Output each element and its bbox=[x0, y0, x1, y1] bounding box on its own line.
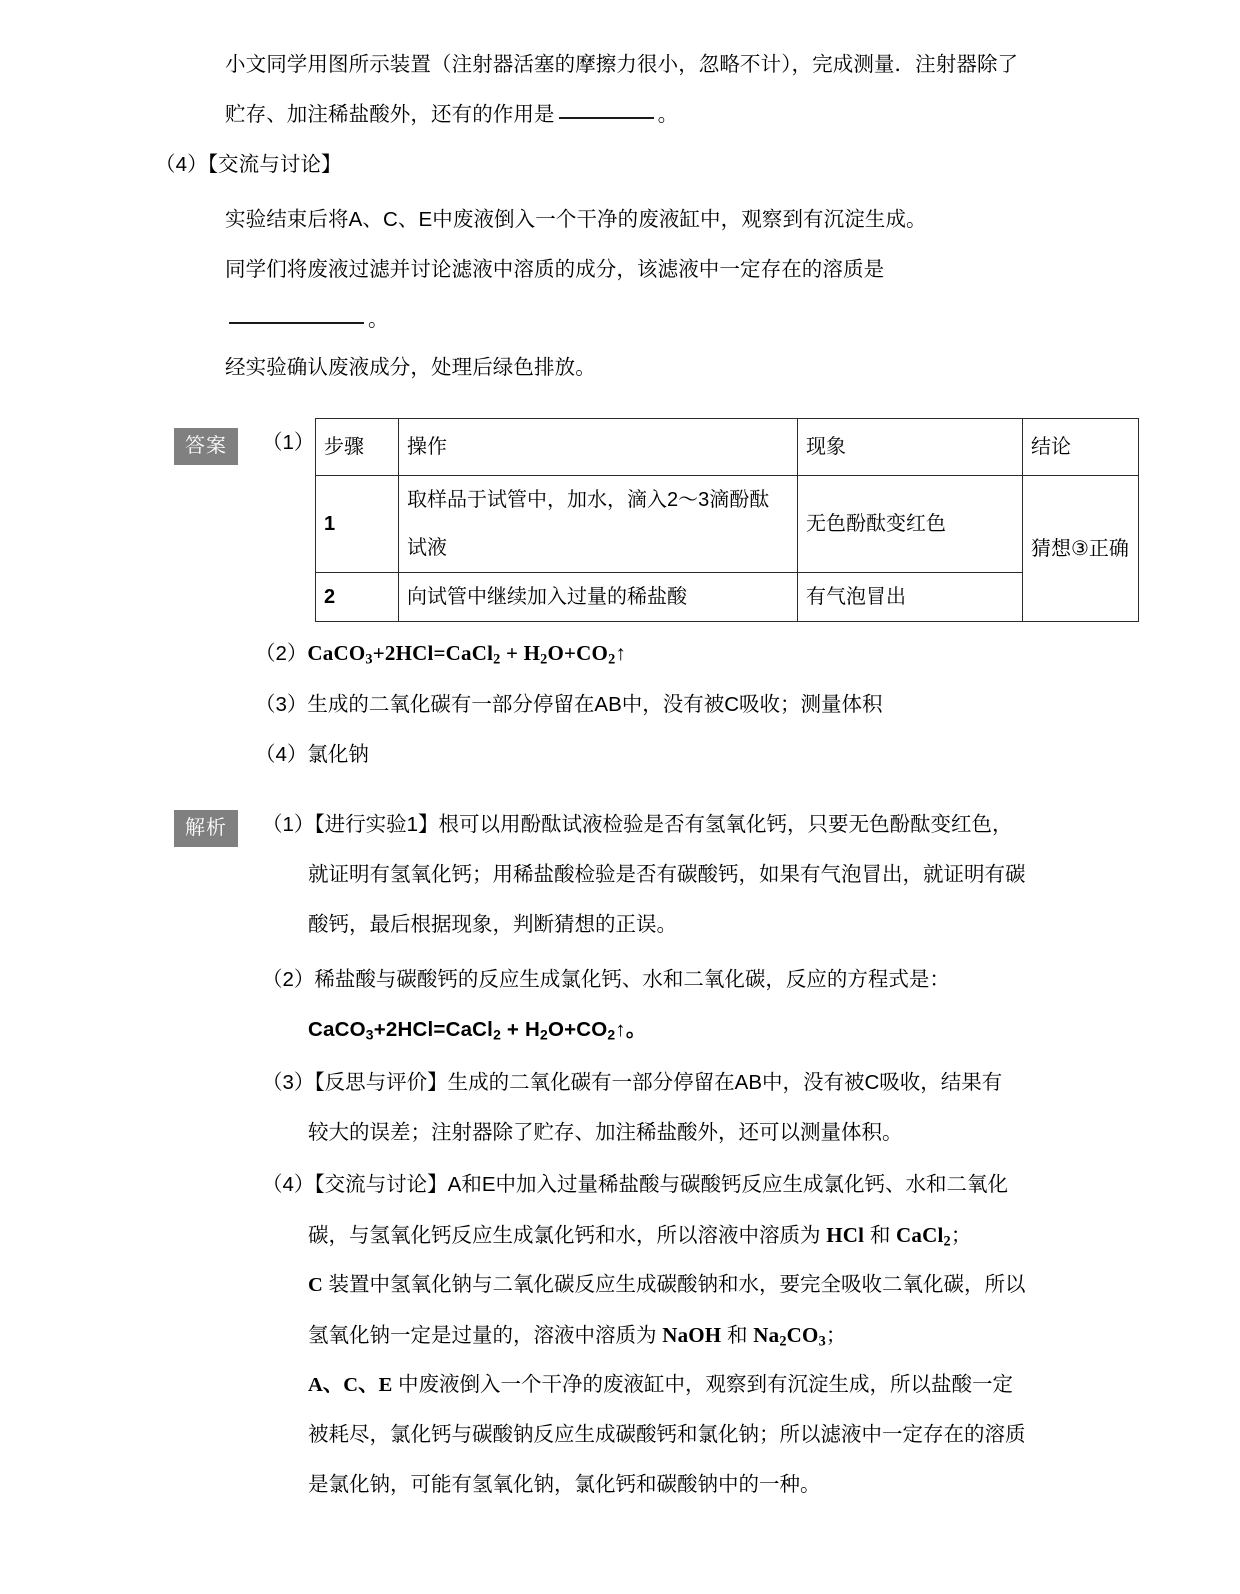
analysis-item-4-line-4-mid: 和 bbox=[727, 1324, 748, 1347]
analysis-item-4-line-5: A、C、E 中废液倒入一个干净的废液缸中，观察到有沉淀生成，所以盐酸一定 bbox=[308, 1373, 1013, 1396]
question-item-4-label: （4）【交流与讨论】 bbox=[155, 153, 342, 176]
analysis-badge-holder bbox=[174, 810, 238, 847]
analysis-item-2-line-1: （2）稀盐酸与碳酸钙的反应生成氯化钙、水和二氧化碳，反应的方程式是： bbox=[262, 968, 950, 991]
analysis-item-4-line-1: （4）【交流与讨论】A和E中加入过量稀盐酸与碳酸钙反应生成氯化钙、水和二氧化 bbox=[262, 1173, 1008, 1196]
question-item-4-line-1: 实验结束后将A、C、E中废液倒入一个干净的废液缸中，观察到有沉淀生成。 bbox=[225, 208, 927, 231]
chem-na2co3: $Na_2CO_3$ bbox=[753, 1323, 826, 1350]
table-cell-phenomenon-2: 有气泡冒出 bbox=[798, 573, 1023, 622]
answer-item-2-label: （2） bbox=[255, 642, 308, 665]
answer-item-1-label: （1） bbox=[262, 431, 315, 454]
answer-blank-1[interactable] bbox=[559, 117, 654, 119]
answer-badge-holder bbox=[174, 428, 238, 465]
question-blank-suffix: 。 bbox=[657, 103, 679, 126]
answer-badge: 答案 bbox=[174, 428, 238, 465]
table-cell-conclusion: 猜想③正确 bbox=[1023, 476, 1139, 622]
table-cell-phenomenon-1: 无色酚酞变红色 bbox=[798, 476, 1023, 573]
analysis-item-4-line-2-end: ； bbox=[950, 1224, 972, 1247]
chem-hcl: HCl bbox=[826, 1223, 865, 1247]
question-blank-prefix: 贮存、加注稀盐酸外，还有的作用是 bbox=[225, 103, 555, 126]
analysis-badge: 解析 bbox=[174, 810, 238, 847]
table-header-phenomenon: 现象 bbox=[798, 419, 1023, 476]
chem-naoh: NaOH bbox=[662, 1323, 722, 1347]
analysis-item-4-line-7: 是氯化钠，可能有氢氧化钠，氯化钙和碳酸钠中的一种。 bbox=[308, 1473, 821, 1496]
table-cell-operation-1: 取样品于试管中，加水，滴入2～3滴酚酞试液 bbox=[399, 476, 798, 573]
table-cell-operation-2: 向试管中继续加入过量的稀盐酸 bbox=[399, 573, 798, 622]
analysis-item-4-line-4-prefix: 氢氧化钠一定是过量的，溶液中溶质为 bbox=[308, 1324, 657, 1347]
analysis-item-4-line-4 bbox=[308, 1310, 846, 1367]
analysis-item-4-line-4-end: ； bbox=[825, 1324, 847, 1347]
question-item-4-blank-suffix: 。 bbox=[368, 308, 389, 331]
analysis-item-4-line-2 bbox=[308, 1210, 971, 1267]
answer-item-4: （4）氯化钠 bbox=[255, 743, 369, 766]
table-header-conclusion: 结论 bbox=[1023, 419, 1139, 476]
analysis-item-3-line-1: （3）【反思与评价】生成的二氧化碳有一部分停留在AB中，没有被C吸收，结果有 bbox=[262, 1071, 1003, 1094]
answer-item-3: （3）生成的二氧化碳有一部分停留在AB中，没有被C吸收；测量体积 bbox=[255, 693, 883, 716]
analysis-item-4-line-2-mid: 和 bbox=[869, 1224, 891, 1247]
answer-blank-2[interactable] bbox=[229, 322, 364, 324]
question-item-4-blank-line bbox=[0, 295, 389, 345]
analysis-item-1-line-1: （1）【进行实验1】根可以用酚酞试液检验是否有氢氧化钙，只要无色酚酞变红色， bbox=[262, 813, 1013, 836]
question-paragraph-line: 小文同学用图所示装置（注射器活塞的摩擦力很小，忽略不计），完成测量．注射器除了 bbox=[225, 53, 1019, 76]
analysis-item-1-line-3: 酸钙，最后根据现象，判断猜想的正误。 bbox=[308, 913, 677, 936]
table-header-operation: 操作 bbox=[399, 419, 798, 476]
answer-item-2-equation: CaCO$_3$+2HCl=CaCl$_2$ + $H_2O+CO_2↑$ bbox=[307, 641, 627, 668]
table-header-row bbox=[316, 419, 1139, 476]
analysis-item-3-line-2: 较大的误差；注射器除了贮存、加注稀盐酸外，还可以测量体积。 bbox=[308, 1121, 903, 1144]
answer-item-2 bbox=[255, 628, 626, 685]
table-header-step: 步骤 bbox=[316, 419, 399, 476]
question-closing-line: 经实验确认废液成分，处理后绿色排放。 bbox=[225, 356, 596, 379]
analysis-item-4-line-6: 被耗尽，氯化钙与碳酸钠反应生成碳酸钙和氯化钠；所以滤液中一定存在的溶质 bbox=[308, 1423, 1026, 1446]
analysis-item-1-line-2: 就证明有氢氧化钙；用稀盐酸检验是否有碳酸钙，如果有气泡冒出，就证明有碳 bbox=[308, 863, 1026, 886]
experiment-table bbox=[315, 418, 1139, 622]
table-cell-step-1: 1 bbox=[316, 476, 399, 573]
analysis-item-4-line-3: C 装置中氢氧化钠与二氧化碳反应生成碳酸钠和水，要完全吸收二氧化碳，所以 bbox=[308, 1273, 1026, 1296]
table-cell-step-2: 2 bbox=[316, 573, 399, 622]
question-item-4-line-2: 同学们将废液过滤并讨论滤液中溶质的成分，该滤液中一定存在的溶质是 bbox=[225, 258, 885, 281]
question-blank-line bbox=[0, 90, 678, 140]
chem-cacl2: CaCl$_2$ bbox=[896, 1223, 951, 1250]
table-row bbox=[316, 573, 1139, 622]
analysis-item-4-line-2-prefix: 碳，与氢氧化钙反应生成氯化钙和水，所以溶液中溶质为 bbox=[308, 1224, 821, 1247]
table-row bbox=[316, 476, 1139, 573]
analysis-item-2-equation: CaCO$_3$+2HCl=CaCl$_2$ + $H_2O+CO_2↑$。 bbox=[308, 1018, 647, 1043]
